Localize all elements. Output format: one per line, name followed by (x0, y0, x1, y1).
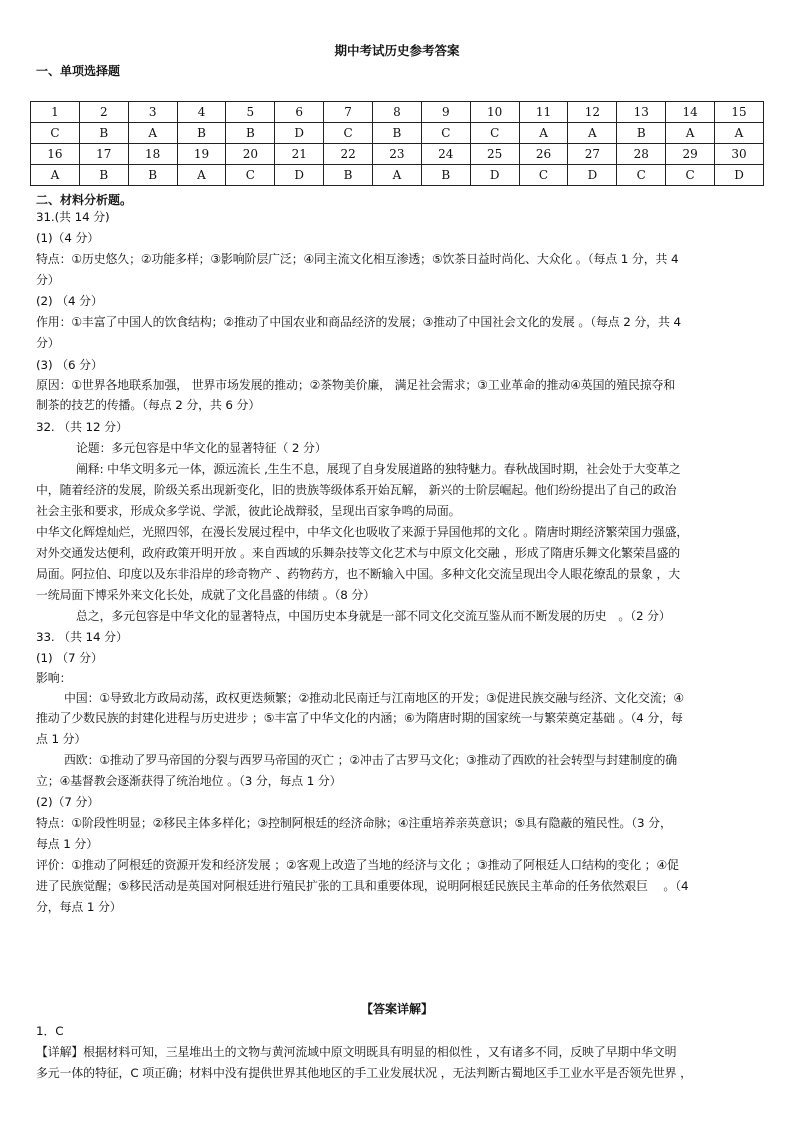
text-line: 分） (36, 336, 60, 350)
answer-row (31, 123, 764, 144)
answer-cell: D (275, 123, 324, 144)
question-number-cell: 11 (519, 102, 568, 123)
question-number-cell: 10 (470, 102, 519, 123)
question-number-cell: 13 (617, 102, 666, 123)
detail-line: 【详解】根据材料可知，三星堆出土的文物与黄河流域中原文明既具有明显的相似性 ，又有诸多不同，反映了早期中华文明 (36, 1045, 677, 1059)
answer-cell: B (177, 123, 226, 144)
text-line: 社会主张和要求，形成众多学说、学派，彼此论战辩驳，呈现出百家争鸣的局面。 (36, 504, 461, 518)
text-line: 局面。阿拉伯、印度以及东非沿岸的珍奇物产 、药物药方，也不断输入中国。多种文化交流呈现出令人眼花缭乱的景象 ，大 (36, 567, 681, 581)
question-number-cell: 22 (324, 144, 373, 165)
text-line: (3) （6 分） (36, 358, 103, 372)
text-line: 每点 1 分） (36, 837, 98, 851)
question-number-cell: 14 (666, 102, 715, 123)
text-line: 总之，多元包容是中华文化的显著特点，中国历史本身就是一部不同文化交流互鉴从而不断发展的历史 。（2 分） (76, 609, 671, 623)
text-line: (2) （4 分） (36, 294, 103, 308)
answer-cell: D (568, 165, 617, 186)
text-line: 33. （共 14 分） (36, 630, 128, 644)
text-line: 制茶的技艺的传播。（每点 2 分，共 6 分） (36, 398, 261, 412)
text-line: 立；④基督教会逐渐获得了统治地位 。（3 分，每点 1 分） (36, 774, 342, 788)
question-number-cell: 8 (373, 102, 422, 123)
answer-cell: B (324, 165, 373, 186)
text-line: 特点：①历史悠久；②功能多样；③影响阶层广泛；④同主流文化相互渗透；⑤饮茶日益时尚化、大众化 。（每点 1 分，共 4 (36, 252, 679, 266)
text-line: 32. （共 12 分） (36, 420, 128, 434)
answer-cell: C (470, 123, 519, 144)
text-line: 一统局面下博采外来文化长处，成就了文化昌盛的伟绩 。（8 分） (36, 588, 376, 602)
text-line: 影响： (36, 671, 72, 685)
text-line: (1) （7 分） (36, 651, 103, 665)
section-heading-choice: 一、单项选择题 (36, 64, 121, 78)
answer-row (31, 165, 764, 186)
text-line: 作用：①丰富了中国人的饮食结构；②推动了中国农业和商品经济的发展；③推动了中国社会文化的发展 。（每点 2 分，共 4 (36, 315, 681, 329)
answer-cell: C (519, 165, 568, 186)
question-number-cell: 4 (177, 102, 226, 123)
answer-cell: B (617, 123, 666, 144)
answer-table (30, 101, 764, 186)
question-number-cell: 20 (226, 144, 275, 165)
question-number-cell: 12 (568, 102, 617, 123)
text-line: 评价：①推动了阿根廷的资源开发和经济发展 ；②客观上改造了当地的经济与文化 ；③推动了阿根廷人口结构的变化 ；④促 (36, 858, 679, 872)
section-heading-material: 二、材料分析题。 (36, 193, 133, 207)
text-line: 中国：①导致北方政局动荡，政权更迭频繁；②推动北民南迁与江南地区的开发；③促进民族交融与经济、文化交流；④ (64, 691, 684, 705)
question-number-cell: 18 (128, 144, 177, 165)
answer-cell: B (226, 123, 275, 144)
text-line: 进了民族觉醒；⑤移民活动是英国对阿根廷进行殖民扩张的工具和重要体现，说明阿根廷民族民主革命的任务依然艰巨 。（4 (36, 879, 689, 893)
answer-cell: A (568, 123, 617, 144)
answer-cell: D (715, 165, 764, 186)
question-number-cell: 17 (79, 144, 128, 165)
answer-cell: C (617, 165, 666, 186)
question-number-cell: 5 (226, 102, 275, 123)
question-number-cell: 27 (568, 144, 617, 165)
answer-cell: A (128, 123, 177, 144)
question-number-cell: 28 (617, 144, 666, 165)
text-line: 原因：①世界各地联系加强， 世界市场发展的推动；②茶物美价廉， 满足社会需求；③工业革命的推动④英国的殖民掠夺和 (36, 378, 676, 392)
detail-line: 1．C (36, 1024, 64, 1038)
answer-cell: C (666, 165, 715, 186)
text-line: 推动了少数民族的封建化进程与历史进步 ；⑤丰富了中华文化的内涵；⑥为隋唐时期的国家统一与繁荣奠定基础 。（4 分，每 (36, 711, 683, 725)
question-number-cell: 21 (275, 144, 324, 165)
answer-cell: D (275, 165, 324, 186)
question-number-cell: 23 (373, 144, 422, 165)
question-number-cell: 24 (421, 144, 470, 165)
answer-cell: B (79, 165, 128, 186)
question-number-cell: 29 (666, 144, 715, 165)
question-number-cell: 1 (31, 102, 80, 123)
answer-cell: A (373, 165, 422, 186)
question-number-cell: 16 (31, 144, 80, 165)
text-line: 31.(共 14 分) (36, 210, 110, 224)
question-number-cell: 9 (421, 102, 470, 123)
text-line: 论题：多元包容是中华文化的显著特征（ 2 分） (76, 441, 327, 455)
answer-cell: B (128, 165, 177, 186)
text-line: 西欧：①推动了罗马帝国的分裂与西罗马帝国的灭亡 ；②冲击了古罗马文化；③推动了西欧的社会转型与封建制度的确 (64, 753, 678, 767)
answer-cell: A (715, 123, 764, 144)
answer-cell: B (373, 123, 422, 144)
question-number-cell: 25 (470, 144, 519, 165)
text-line: (1)（4 分） (36, 231, 100, 245)
text-line: 分） (36, 273, 60, 287)
text-line: (2)（7 分） (36, 795, 100, 809)
question-number-row (31, 102, 764, 123)
question-number-cell: 30 (715, 144, 764, 165)
detail-line: 多元一体的特征，C 项正确；材料中没有提供世界其他地区的手工业发展状况 ，无法判断古蜀地区手工业水平是否领先世界 ， (36, 1066, 692, 1080)
answer-cell: C (421, 123, 470, 144)
question-number-cell: 19 (177, 144, 226, 165)
text-line: 对外交通发达便利，政府政策开明开放 。来自西域的乐舞杂技等文化艺术与中原文化交融 ，形成了隋唐乐舞文化繁荣昌盛的 (36, 546, 681, 560)
text-line: 点 1 分） (36, 732, 87, 746)
answer-detail-heading: 【答案详解】 (360, 1002, 433, 1016)
text-line: 中，随着经济的发展，阶级关系出现新变化，旧的贵族等级体系开始瓦解， 新兴的士阶层崛起。他们纷纷提出了自己的政治 (36, 483, 677, 497)
answer-cell: A (31, 165, 80, 186)
answer-cell: C (324, 123, 373, 144)
text-line: 特点：①阶段性明显；②移民主体多样化；③控制阿根廷的经济命脉；④注重培养亲英意识；⑤具有隐蔽的殖民性。（3 分， (36, 816, 672, 830)
answer-cell: C (226, 165, 275, 186)
answer-cell: D (470, 165, 519, 186)
answer-cell: A (519, 123, 568, 144)
answer-cell: C (31, 123, 80, 144)
question-number-cell: 7 (324, 102, 373, 123)
page-title: 期中考试历史参考答案 (334, 43, 460, 58)
question-number-cell: 3 (128, 102, 177, 123)
answer-cell: B (79, 123, 128, 144)
text-line: 分，每点 1 分） (36, 900, 122, 914)
text-line: 阐释: 中华文明多元一体，源远流长 ,生生不息，展现了自身发展道路的独特魅力。春秋战国时期，社会处于大变革之 (76, 462, 681, 476)
question-number-row (31, 144, 764, 165)
answer-cell: A (666, 123, 715, 144)
text-line: 中华文化辉煌灿烂，光照四邻，在漫长发展过程中，中华文化也吸收了来源于异国他邦的文化 。隋唐时期经济繁荣国力强盛， (36, 525, 689, 539)
question-number-cell: 2 (79, 102, 128, 123)
question-number-cell: 6 (275, 102, 324, 123)
question-number-cell: 15 (715, 102, 764, 123)
question-number-cell: 26 (519, 144, 568, 165)
answer-cell: A (177, 165, 226, 186)
answer-cell: B (421, 165, 470, 186)
